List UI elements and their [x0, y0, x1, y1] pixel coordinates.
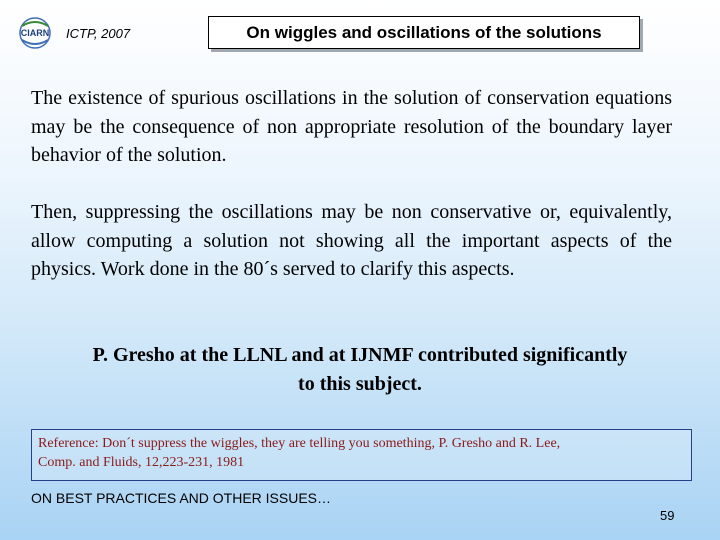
- slide-title: On wiggles and oscillations of the solutions: [208, 16, 640, 49]
- conference-label: ICTP, 2007: [66, 26, 131, 41]
- reference-box: [31, 429, 692, 481]
- highlight-line-2: to this subject.: [298, 373, 422, 395]
- reference-line-1: Reference: Don´t suppress the wiggles, they are telling you something, P. Gresho and R. Lee,: [38, 436, 561, 451]
- paragraph-2: Then, suppressing the oscillations may be non conservative or, equivalently, allow computing a solution not showing all the important aspects of the physics. Work done in the 80´s served to clarify this aspects.: [31, 201, 672, 280]
- paragraph-1: The existence of spurious oscillations in the solution of conservation equations may be the consequence of non appropriate resolution of the boundary layer behavior of the solution.: [31, 87, 672, 166]
- highlight-statement: [24, 341, 696, 399]
- reference-line-2: Comp. and Fluids, 12,223-231, 1981: [38, 455, 245, 470]
- page-number: 59: [660, 508, 675, 523]
- highlight-line-1: P. Gresho at the LLNL and at IJNMF contributed significantly: [92, 344, 628, 366]
- footer-section-label: ON BEST PRACTICES AND OTHER ISSUES…: [31, 490, 332, 506]
- logo-text: CIARN: [20, 28, 50, 38]
- logo-icon: [14, 16, 56, 50]
- logo: [14, 16, 56, 50]
